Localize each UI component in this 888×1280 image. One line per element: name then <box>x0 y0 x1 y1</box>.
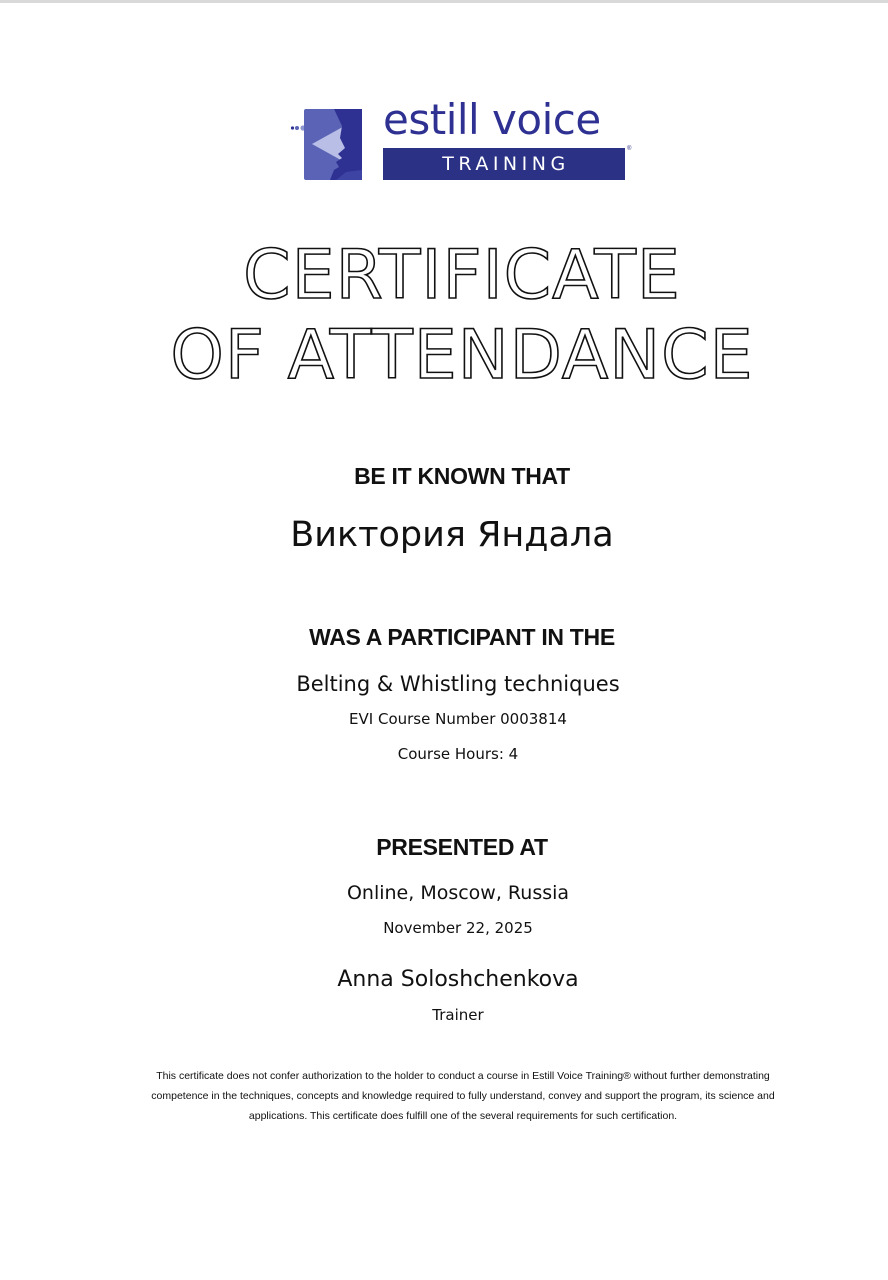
certificate-title-line-2: OF ATTENDANCE <box>170 316 754 395</box>
course-date: November 22, 2025 <box>383 919 533 937</box>
certificate-title-line-1: CERTIFICATE <box>243 236 681 315</box>
be-it-known-heading: BE IT KNOWN THAT <box>354 463 570 489</box>
logo-mark-icon <box>290 106 364 180</box>
logo-wordmark: estill voice <box>383 95 601 144</box>
course-number: EVI Course Number 0003814 <box>349 710 567 728</box>
presented-at-heading: PRESENTED AT <box>376 834 548 860</box>
trainer-role: Trainer <box>432 1006 484 1024</box>
page-top-border <box>0 0 888 3</box>
logo-registered-mark: ® <box>627 146 632 152</box>
certificate-disclaimer: This certificate does not confer authorization to the holder to conduct a course in Estill Voice Training® without further demonstrating competence in the techniques, concepts and knowledge required to fully understand, convey and support the program, its science and applications. This certificate does fulfill one of the several requirements for such certification. <box>151 1070 775 1122</box>
trainer-name: Anna Soloshchenkova <box>337 967 579 992</box>
logo-training-band: TRAINING <box>383 148 625 180</box>
recipient-name: Виктория Яндала <box>290 515 614 555</box>
participant-heading: WAS A PARTICIPANT IN THE <box>309 624 615 650</box>
course-title: Belting & Whistling techniques <box>296 672 620 696</box>
course-hours: Course Hours: 4 <box>397 745 519 763</box>
estill-voice-training-logo <box>290 95 640 184</box>
course-location: Online, Moscow, Russia <box>346 882 570 904</box>
